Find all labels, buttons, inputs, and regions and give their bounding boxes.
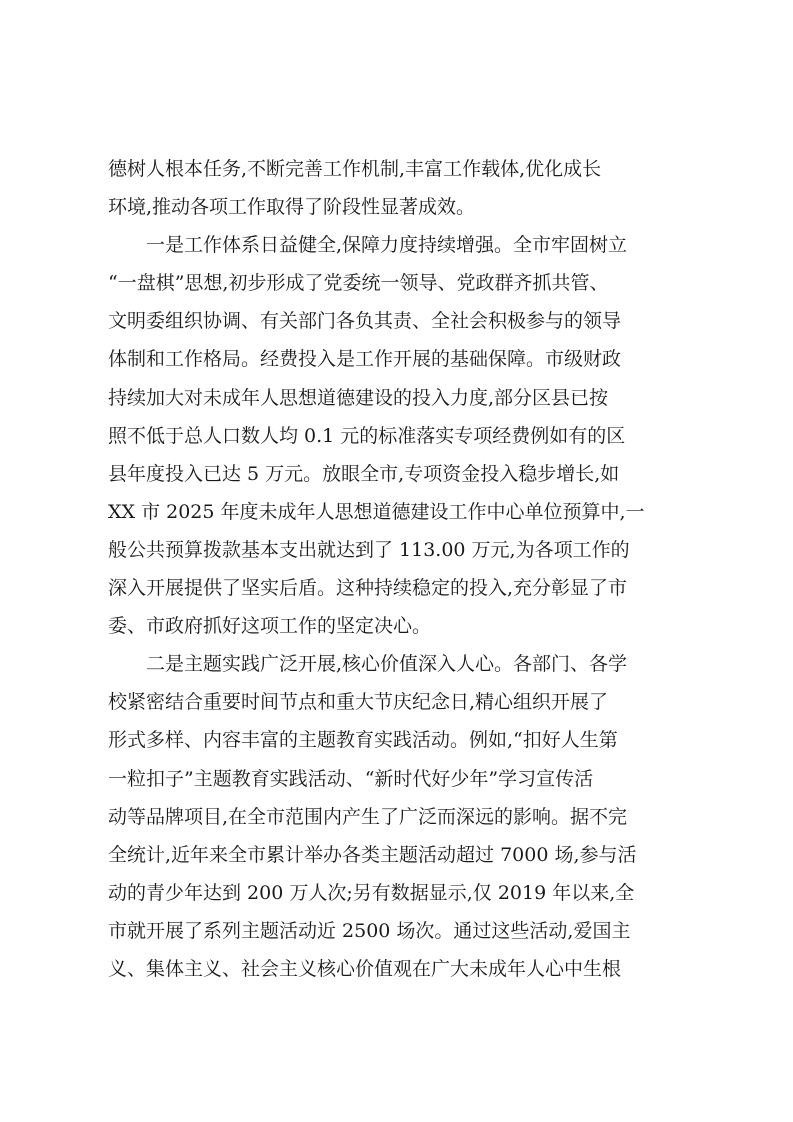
text-line: 全统计,近年来全市累计举办各类主题活动超过 7000 场,参与活	[108, 843, 637, 866]
text-line: 持续加大对未成年人思想道德建设的投入力度,部分区县已按	[108, 386, 609, 409]
text-line: 体制和工作格局。经费投入是工作开展的基础保障。市级财政	[108, 348, 622, 371]
body-text	[108, 150, 688, 988]
paragraph-first-line: 二是主题实践广泛开展,核心价值深入人心。各部门、各学	[108, 653, 628, 676]
text-line: 动等品牌项目,在全市范围内产生了广泛而深远的影响。据不完	[108, 805, 628, 828]
text-line: 一粒扣子”主题教育实践活动、“新时代好少年”学习宣传活	[108, 767, 594, 790]
text-line: 动的青少年达到 200 万人次;另有数据显示,仅 2019 年以来,全	[108, 881, 635, 904]
text-line: 照不低于总人口数人均 0.1 元的标准落实专项经费例如有的区	[108, 424, 626, 447]
text-line: 形式多样、内容丰富的主题教育实践活动。例如,“扣好人生第	[108, 729, 618, 752]
text-line: “一盘棋”思想,初步形成了党委统一领导、党政群齐抓共管、	[108, 272, 609, 295]
text-line: 深入开展提供了坚实后盾。这种持续稳定的投入,充分彰显了市	[108, 577, 628, 600]
text-line: 文明委组织协调、有关部门各负其责、全社会积极参与的领导	[108, 310, 622, 333]
text-line: 德树人根本任务,不断完善工作机制,丰富工作载体,优化成长	[108, 158, 602, 180]
text-line: 环境,推动各项工作取得了阶段性显著成效。	[108, 196, 476, 219]
text-line: XX 市 2025 年度未成年人思想道德建设工作中心单位预算中,一	[108, 500, 645, 523]
text-line: 般公共预算拨款基本支出就达到了 113.00 万元,为各项工作的	[108, 538, 630, 561]
text-line: 校紧密结合重要时间节点和重大节庆纪念日,精心组织开展了	[108, 691, 609, 714]
text-line: 县年度投入已达 5 万元。放眼全市,专项资金投入稳步增长,如	[108, 462, 620, 485]
text-line: 委、市政府抓好这项工作的坚定决心。	[108, 615, 432, 638]
text-line: 市就开展了系列主题活动近 2500 场次。通过这些活动,爱国主	[108, 919, 631, 942]
paragraph-first-line: 一是工作体系日益健全,保障力度持续增强。全市牢固树立	[108, 234, 628, 257]
text-line: 义、集体主义、社会主义核心价值观在广大未成年人心中生根	[108, 957, 622, 980]
